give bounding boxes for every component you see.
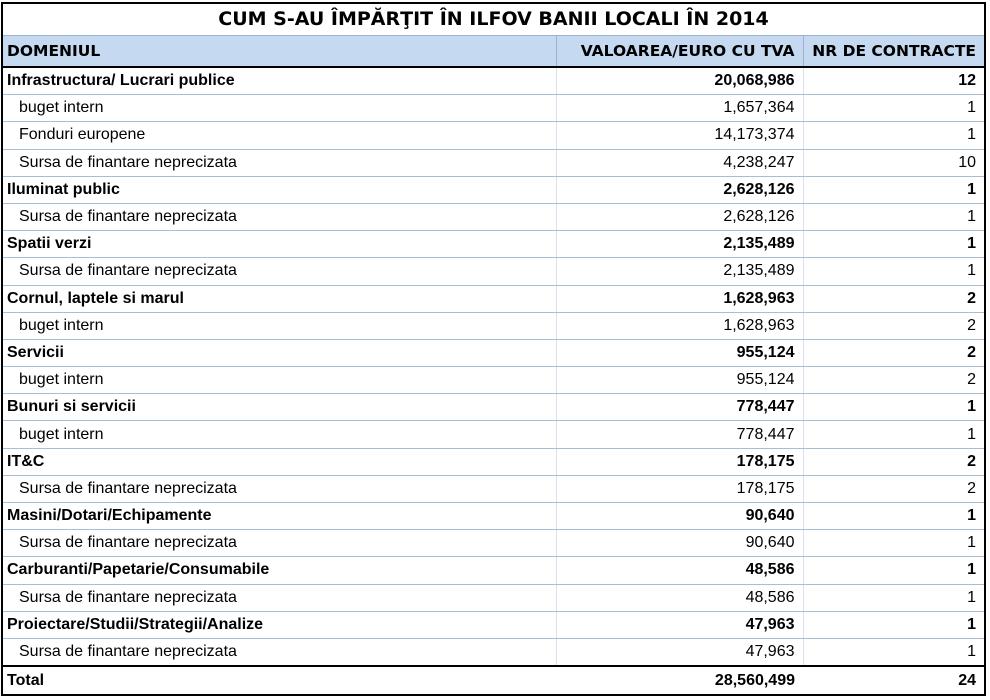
row-contract-count: 2	[803, 285, 984, 312]
row-contract-count: 1	[803, 530, 984, 557]
row-value: 955,124	[556, 339, 803, 366]
header-row	[3, 36, 984, 67]
category-row	[3, 67, 984, 95]
row-value: 20,068,986	[556, 67, 803, 95]
row-contract-count: 1	[803, 176, 984, 203]
subcategory-row	[3, 475, 984, 502]
column-header-domain: DOMENIUL	[3, 36, 556, 67]
row-label: Cornul, laptele si marul	[3, 285, 556, 312]
row-contract-count: 1	[803, 557, 984, 584]
row-contract-count: 1	[803, 231, 984, 258]
row-value: 14,173,374	[556, 122, 803, 149]
row-label: Bunuri si servicii	[3, 394, 556, 421]
row-label: IT&C	[3, 448, 556, 475]
row-value: 2,628,126	[556, 176, 803, 203]
row-contract-count: 2	[803, 339, 984, 366]
table-body	[3, 67, 984, 694]
category-row	[3, 611, 984, 638]
total-label: Total	[3, 666, 556, 694]
row-value: 47,963	[556, 638, 803, 666]
row-label: Masini/Dotari/Echipamente	[3, 503, 556, 530]
category-row	[3, 557, 984, 584]
total-row	[3, 666, 984, 694]
category-row	[3, 231, 984, 258]
subcategory-row	[3, 421, 984, 448]
row-label: buget intern	[3, 95, 556, 122]
row-value: 90,640	[556, 503, 803, 530]
subcategory-row	[3, 203, 984, 230]
row-label: Sursa de finantare neprecizata	[3, 584, 556, 611]
subcategory-row	[3, 258, 984, 285]
row-contract-count: 1	[803, 122, 984, 149]
row-value: 778,447	[556, 394, 803, 421]
row-value: 1,657,364	[556, 95, 803, 122]
category-row	[3, 285, 984, 312]
row-label: Sursa de finantare neprecizata	[3, 638, 556, 666]
row-contract-count: 2	[803, 312, 984, 339]
subcategory-row	[3, 638, 984, 666]
row-value: 2,135,489	[556, 258, 803, 285]
subcategory-row	[3, 95, 984, 122]
row-contract-count: 2	[803, 475, 984, 502]
subcategory-row	[3, 584, 984, 611]
category-row	[3, 503, 984, 530]
row-contract-count: 1	[803, 503, 984, 530]
category-row	[3, 176, 984, 203]
subcategory-row	[3, 367, 984, 394]
total-contract-count: 24	[803, 666, 984, 694]
column-header-value: VALOAREA/EURO CU TVA	[556, 36, 803, 67]
row-value: 90,640	[556, 530, 803, 557]
row-contract-count: 10	[803, 149, 984, 176]
row-value: 1,628,963	[556, 312, 803, 339]
row-contract-count: 1	[803, 611, 984, 638]
row-label: Sursa de finantare neprecizata	[3, 149, 556, 176]
subcategory-row	[3, 530, 984, 557]
row-value: 48,586	[556, 557, 803, 584]
row-contract-count: 1	[803, 394, 984, 421]
row-label: Infrastructura/ Lucrari publice	[3, 67, 556, 95]
row-contract-count: 1	[803, 421, 984, 448]
row-contract-count: 1	[803, 95, 984, 122]
row-label: Sursa de finantare neprecizata	[3, 475, 556, 502]
category-row	[3, 394, 984, 421]
row-contract-count: 1	[803, 203, 984, 230]
row-value: 178,175	[556, 448, 803, 475]
row-contract-count: 12	[803, 67, 984, 95]
row-label: Iluminat public	[3, 176, 556, 203]
row-contract-count: 2	[803, 367, 984, 394]
category-row	[3, 339, 984, 366]
row-label: Proiectare/Studii/Strategii/Analize	[3, 611, 556, 638]
row-contract-count: 1	[803, 638, 984, 666]
row-label: buget intern	[3, 421, 556, 448]
row-value: 778,447	[556, 421, 803, 448]
row-value: 4,238,247	[556, 149, 803, 176]
category-row	[3, 448, 984, 475]
subcategory-row	[3, 149, 984, 176]
row-label: Carburanti/Papetarie/Consumabile	[3, 557, 556, 584]
row-label: Fonduri europene	[3, 122, 556, 149]
data-table	[3, 36, 984, 694]
subcategory-row	[3, 312, 984, 339]
column-header-contracts: NR DE CONTRACTE	[803, 36, 984, 67]
row-value: 48,586	[556, 584, 803, 611]
row-label: Servicii	[3, 339, 556, 366]
table-frame	[1, 2, 986, 696]
row-value: 955,124	[556, 367, 803, 394]
row-label: Spatii verzi	[3, 231, 556, 258]
row-value: 1,628,963	[556, 285, 803, 312]
row-label: Sursa de finantare neprecizata	[3, 530, 556, 557]
row-value: 2,628,126	[556, 203, 803, 230]
table-title: CUM S-AU ÎMPĂRŢIT ÎN ILFOV BANII LOCALI ÎN 2014	[3, 4, 984, 36]
row-value: 2,135,489	[556, 231, 803, 258]
row-label: Sursa de finantare neprecizata	[3, 258, 556, 285]
subcategory-row	[3, 122, 984, 149]
total-value: 28,560,499	[556, 666, 803, 694]
row-label: buget intern	[3, 367, 556, 394]
row-contract-count: 1	[803, 584, 984, 611]
row-label: buget intern	[3, 312, 556, 339]
row-contract-count: 2	[803, 448, 984, 475]
row-contract-count: 1	[803, 258, 984, 285]
row-value: 47,963	[556, 611, 803, 638]
row-value: 178,175	[556, 475, 803, 502]
row-label: Sursa de finantare neprecizata	[3, 203, 556, 230]
